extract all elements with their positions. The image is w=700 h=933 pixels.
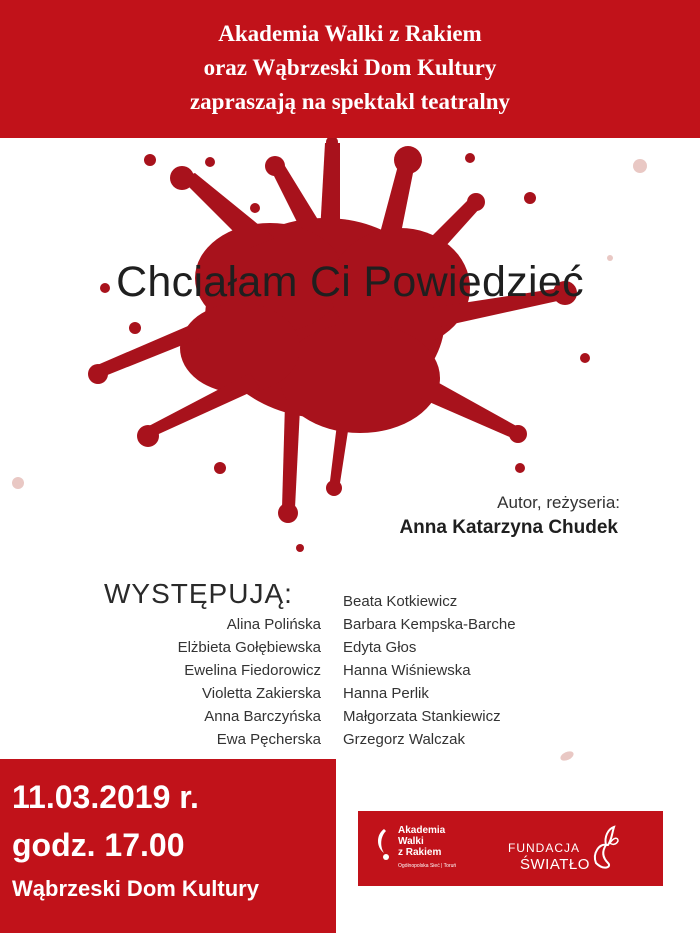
fundacja-logo-icon (590, 823, 620, 871)
cast-member: Barbara Kempska-Barche (343, 616, 516, 633)
cast-member: Grzegorz Walczak (343, 731, 465, 748)
cast-member: Ewelina Fiedorowicz (184, 662, 321, 679)
cast-member: Alina Polińska (226, 616, 321, 633)
cast-member: Elżbieta Gołębiewska (177, 639, 321, 656)
akademia-logo-icon (372, 825, 394, 865)
event-venue: Wąbrzeski Dom Kultury (12, 876, 259, 901)
play-title: Chciałam Ci Powiedzieć (116, 258, 584, 306)
akademia-logo: Akademia Walki z Rakiem (398, 825, 446, 858)
header-line-2: oraz Wąbrzeski Dom Kultury (203, 55, 497, 80)
cast-member: Hanna Perlik (343, 685, 429, 702)
cast-member: Ewa Pęcherska (216, 731, 321, 748)
header-line-1: Akademia Walki z Rakiem (218, 21, 482, 46)
petal-decoration (555, 748, 585, 768)
event-date: 11.03.2019 r. (12, 779, 199, 815)
event-time: godz. 17.00 (12, 827, 185, 863)
fundacja-logo-line-1: FUNDACJA (508, 841, 581, 855)
author-role-label: Autor, reżyseria: (497, 493, 620, 512)
cast-member: Małgorzata Stankiewicz (343, 708, 501, 725)
cast-member: Beata Kotkiewicz (343, 593, 458, 610)
akademia-logo-subtitle: Ogólnopolska Sieć | Toruń (398, 863, 457, 869)
author-name: Anna Katarzyna Chudek (399, 517, 618, 538)
sponsor-logos-box (358, 811, 663, 886)
fundacja-logo-line-2: ŚWIATŁO (520, 856, 590, 873)
header-line-3: zapraszają na spektakl teatralny (189, 89, 511, 114)
cast-member: Violetta Zakierska (202, 685, 321, 702)
cast-member: Edyta Głos (343, 639, 417, 656)
event-info-box (0, 759, 336, 933)
cast-heading: WYSTĘPUJĄ: (104, 578, 293, 609)
cast-member: Anna Barczyńska (204, 708, 321, 725)
cast-member: Hanna Wiśniewska (343, 662, 471, 679)
header-banner (0, 0, 700, 138)
